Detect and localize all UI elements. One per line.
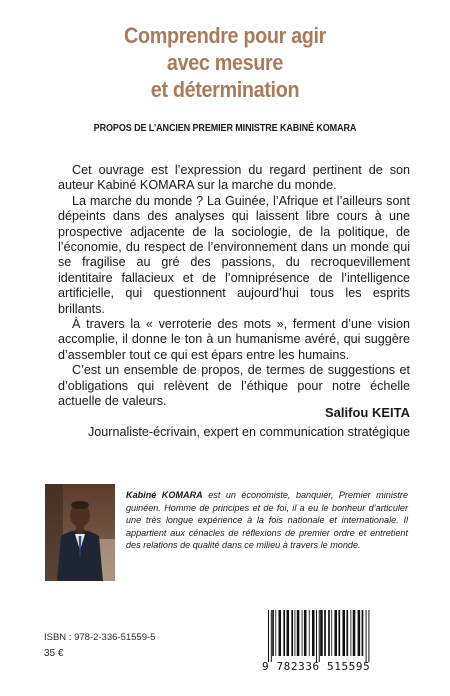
barcode-bar <box>331 610 332 656</box>
barcode-bar <box>297 610 300 656</box>
barcode-bar <box>287 610 290 656</box>
book-title <box>27 22 423 103</box>
barcode-bar <box>334 610 337 656</box>
title-line-1: Comprendre pour agir <box>124 23 326 48</box>
paragraph-2: La marche du monde ? La Guinée, l’Afrique et l’ailleurs sont dépeints dans des analyses qui laissent libre cours à une prospective adjacente de la sociologie, de la politique, de l’économie, du respect de l’environnement dans un monde qui se fragilise au gré des passions, du recroquevillement identitaire fallacieux et de l’omniprésence de l’intelligence artificielle, qui questionnent aujourd’hui tous les esprits brillants. <box>58 193 410 316</box>
barcode-bar <box>291 610 293 656</box>
paragraph-4: C’est un ensemble de propos, de termes de suggestions et d’obligations qui relèvent de l’éthique pour notre échelle actuelle de valeurs. <box>58 363 410 409</box>
book-subtitle: PROPOS DE L’ANCIEN PREMIER MINISTRE KABINÉ KOMARA <box>93 123 357 134</box>
barcode-bar <box>271 610 272 662</box>
barcode <box>260 610 410 662</box>
barcode-bar <box>342 610 345 656</box>
author-bio <box>126 489 408 552</box>
barcode-bar <box>309 610 310 656</box>
title-line-3: et détermination <box>150 77 300 102</box>
title-line-2: avec mesure <box>166 50 284 75</box>
author-bio-text: est un économiste, banquier, Premier ministre guinéen. Homme de principes et de foi, il a eu le bonheur d’articuler une très longue expérience à la fois nationale et internationale. Il appartient aux cénacles de réflexions de premier ordre et entretient des relations de qualité dans ce milieu à travers le monde. <box>126 490 408 551</box>
barcode-bar <box>295 610 296 656</box>
barcode-digits: 9 782336 515595 <box>262 660 371 673</box>
barcode-bar <box>353 610 356 656</box>
barcode-bar <box>272 610 274 656</box>
barcode-bar <box>304 610 307 656</box>
barcode-bar <box>362 610 364 656</box>
barcode-bar <box>319 610 320 662</box>
barcode-bar <box>279 610 282 656</box>
barcode-bar <box>283 610 285 656</box>
barcode-bar <box>368 610 369 662</box>
barcode-bar <box>302 610 303 656</box>
barcode-bar <box>366 610 367 662</box>
signature-role: Journaliste-écrivain, expert en communication stratégique <box>87 425 410 439</box>
barcode-bar <box>358 610 361 656</box>
barcode-bar <box>268 610 269 662</box>
barcode-bar <box>275 610 276 656</box>
paragraph-3: À travers la « verroterie des mots », ferment d’une vision accomplie, il donne le ton à un humanisme avéré, qui suggère d’assembler tout ce qui est épars entre les humains. <box>58 317 410 362</box>
author-photo <box>45 484 115 581</box>
barcode-bar <box>328 610 330 656</box>
barcode-bar <box>320 610 323 656</box>
author-bio-name: Kabiné KOMARA <box>126 490 203 500</box>
isbn: ISBN : 978-2-336-51559-5 <box>44 632 156 643</box>
barcode-bar <box>312 610 315 656</box>
barcode-bar <box>316 610 317 662</box>
author-portrait-image <box>45 484 115 581</box>
barcode-bar <box>346 610 348 656</box>
signature-name: Salifou KEITA <box>325 405 410 420</box>
barcode-bar <box>350 610 351 656</box>
back-cover-text <box>58 163 410 410</box>
barcode-bar <box>324 610 326 656</box>
paragraph-1: Cet ouvrage est l’expression du regard pertinent de son auteur Kabiné KOMARA sur la marche du monde. <box>58 163 410 193</box>
price: 35 € <box>44 648 64 659</box>
barcode-bar <box>338 610 340 656</box>
